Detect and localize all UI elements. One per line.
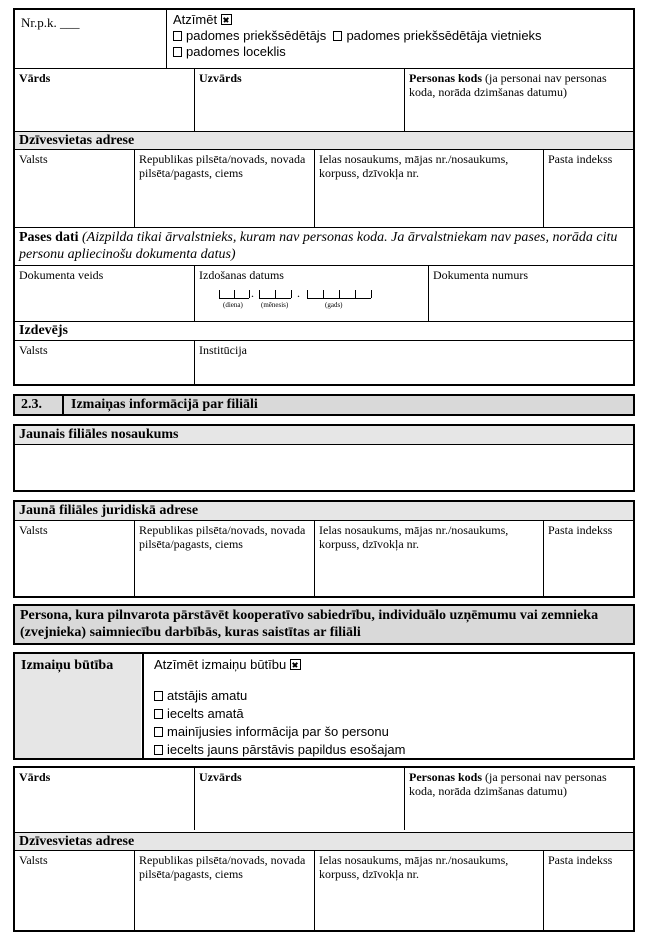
year-label: (gads) bbox=[325, 301, 343, 309]
dzivesvieta2-header: Dzīvesvietas adrese bbox=[15, 832, 633, 851]
new-address-block bbox=[13, 500, 635, 598]
republikas2-field[interactable]: Republikas pilsēta/novads, novada pilsēta/pagasts, ciems bbox=[139, 853, 306, 881]
ielas-field[interactable]: Ielas nosaukums, mājas nr./nosaukums, korpuss, dzīvokļa nr. bbox=[319, 152, 509, 180]
change-option-left[interactable]: atstājis amatu bbox=[154, 687, 618, 705]
uzvards2-field[interactable]: Uzvārds bbox=[199, 770, 242, 784]
new-name-block bbox=[13, 424, 635, 492]
section-number: 2.3. bbox=[21, 397, 42, 412]
checked-box-icon bbox=[221, 14, 232, 25]
role-option-chairman[interactable]: padomes priekšsēdētājs bbox=[173, 28, 326, 43]
checkbox-icon[interactable] bbox=[154, 691, 163, 701]
new-ielas-field[interactable]: Ielas nosaukums, mājas nr./nosaukums, korpuss, dzīvokļa nr. bbox=[319, 523, 509, 551]
personas-kods-field[interactable]: Personas kods (ja personai nav personas koda, norāda dzimšanas datumu) bbox=[409, 71, 607, 99]
section-title: Izmaiņas informācijā par filiāli bbox=[71, 397, 258, 412]
new-valsts-field[interactable]: Valsts bbox=[19, 523, 48, 537]
checkbox-icon[interactable] bbox=[154, 709, 163, 719]
change-option-new-rep[interactable]: iecelts jauns pārstāvis papildus esošajam bbox=[154, 741, 618, 759]
checkbox-icon[interactable] bbox=[173, 31, 182, 41]
representative-title: Persona, kura pilnvarota pārstāvēt kooperatīvo sabiedrību, individuālo uzņēmumu vai zemnieka (zvejnieka) saimniecību darbībās, kuras saistītas ar filiāli bbox=[20, 608, 599, 640]
nrpk-cell[interactable] bbox=[15, 10, 165, 68]
change-options bbox=[146, 654, 626, 758]
personas-kods2-field[interactable]: Personas kods (ja personai nav personas koda, norāda dzimšanas datumu) bbox=[409, 770, 607, 798]
valsts-field[interactable]: Valsts bbox=[19, 152, 48, 166]
new-name-header: Jaunais filiāles nosaukums bbox=[15, 426, 633, 445]
role-option-vice-chairman[interactable]: padomes priekšsēdētāja vietnieks bbox=[333, 28, 541, 43]
new-republikas-field[interactable]: Republikas pilsēta/novads, novada pilsēta/pagasts, ciems bbox=[139, 523, 306, 551]
change-block bbox=[13, 652, 635, 760]
pasta2-field[interactable]: Pasta indekss bbox=[548, 853, 613, 867]
month-boxes[interactable] bbox=[259, 288, 291, 299]
date-input[interactable]: . . (diena) (mēnesis) (gads) bbox=[219, 288, 389, 312]
dok-numurs-field[interactable]: Dokumenta numurs bbox=[433, 268, 528, 282]
day-label: (diena) bbox=[223, 301, 243, 309]
year-boxes[interactable] bbox=[307, 288, 371, 299]
checkbox-icon[interactable] bbox=[333, 31, 342, 41]
new-address-header: Jaunā filiāles juridiskā adrese bbox=[15, 502, 633, 521]
new-pasta-field[interactable]: Pasta indekss bbox=[548, 523, 613, 537]
change-option-appointed[interactable]: iecelts amatā bbox=[154, 705, 618, 723]
institucija-field[interactable]: Institūcija bbox=[199, 343, 247, 357]
izdosanas-field[interactable]: Izdošanas datums . . (diena) (mēnesis) (gads) bbox=[195, 266, 427, 321]
ielas2-field[interactable]: Ielas nosaukums, mājas nr./nosaukums, korpuss, dzīvokļa nr. bbox=[319, 853, 509, 881]
change-prompt: Atzīmēt izmaiņu būtību bbox=[154, 657, 287, 672]
vards2-field[interactable]: Vārds bbox=[19, 770, 51, 784]
checkbox-icon[interactable] bbox=[154, 727, 163, 737]
change-label: Izmaiņu būtība bbox=[15, 654, 141, 758]
checked-box-icon bbox=[290, 659, 301, 670]
nrpk-label: Nr.p.k. ___ bbox=[21, 15, 80, 30]
dzivesvieta-header: Dzīvesvietas adrese bbox=[15, 131, 633, 150]
role-options bbox=[167, 10, 633, 68]
valsts2-field[interactable]: Valsts bbox=[19, 853, 48, 867]
dok-veids-field[interactable]: Dokumenta veids bbox=[19, 268, 104, 282]
atzimet-label: Atzīmēt bbox=[173, 12, 218, 27]
role-option-member[interactable]: padomes loceklis bbox=[173, 44, 286, 59]
new-name-field[interactable] bbox=[15, 445, 633, 490]
pasta-field[interactable]: Pasta indekss bbox=[548, 152, 613, 166]
change-option-info-changed[interactable]: mainījusies informācija par šo personu bbox=[154, 723, 618, 741]
izdevejs-header: Izdevējs bbox=[19, 323, 68, 338]
checkbox-icon[interactable] bbox=[154, 745, 163, 755]
pases-header: Pases dati (Aizpilda tikai ārvalstnieks, kuram nav personas koda. Ja ārvalstniekam nav pases, norāda citu personu apliecinošu dokumenta datus) bbox=[19, 230, 618, 262]
representative-header bbox=[13, 604, 635, 645]
uzvards-field[interactable]: Uzvārds bbox=[199, 71, 242, 85]
section-2-3-bar bbox=[13, 394, 635, 416]
month-label: (mēnesis) bbox=[261, 301, 289, 309]
person-form-block-2 bbox=[13, 766, 635, 932]
vards-field[interactable]: Vārds bbox=[19, 71, 51, 85]
checkbox-icon[interactable] bbox=[173, 47, 182, 57]
republikas-field[interactable]: Republikas pilsēta/novads, novada pilsēta/pagasts, ciems bbox=[139, 152, 306, 180]
day-boxes[interactable] bbox=[219, 288, 249, 299]
person-form-block bbox=[13, 8, 635, 386]
izdevejs-valsts-field[interactable]: Valsts bbox=[19, 343, 48, 357]
